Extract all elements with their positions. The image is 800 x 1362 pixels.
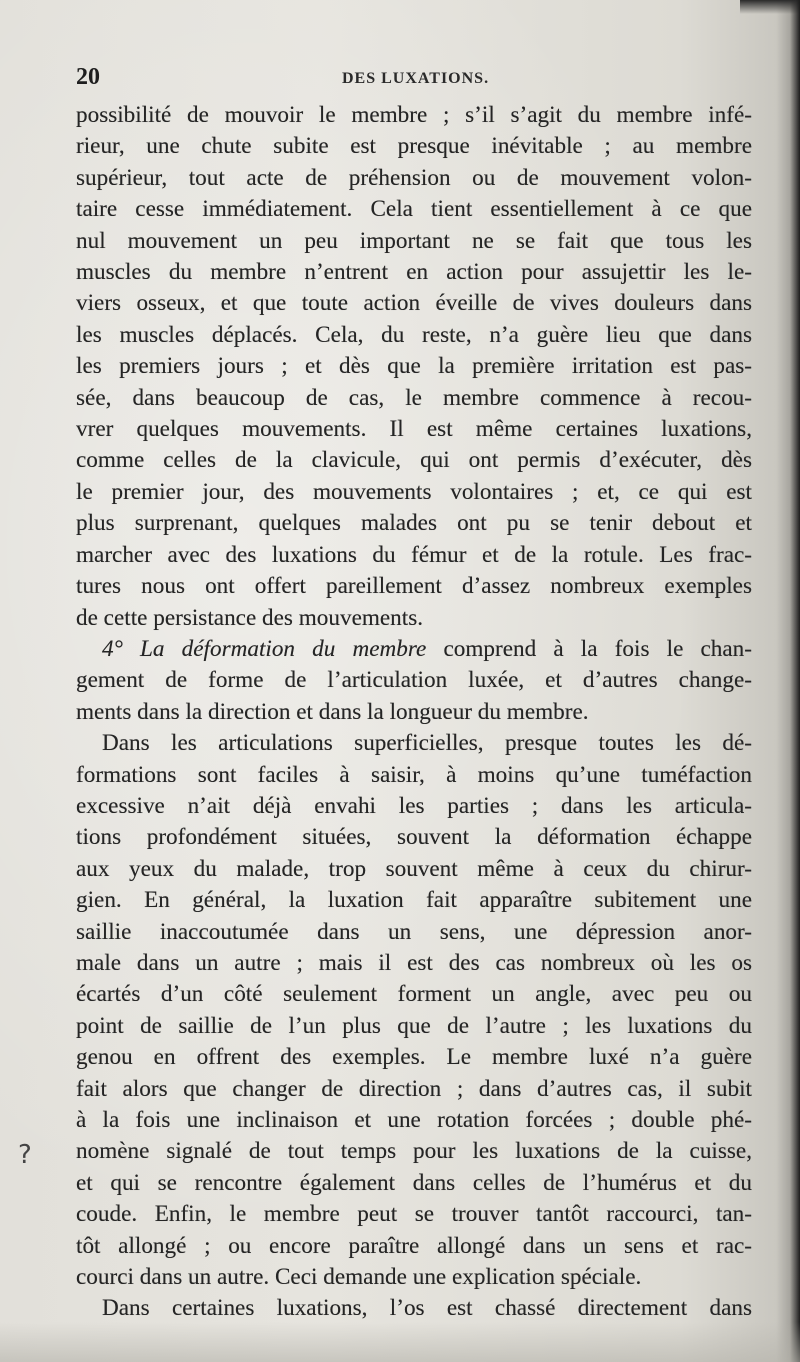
paragraph-3 bbox=[76, 728, 752, 1293]
text-line: muscles du membre n’entrent en action pour assujettir les le- bbox=[76, 259, 752, 286]
paragraph-2 bbox=[76, 634, 752, 728]
margin-pencil-mark: ? bbox=[18, 1140, 32, 1170]
text-line: le premier jour, des mouvements volontaires ; et, ce qui est bbox=[76, 478, 752, 505]
text-line: courci dans un autre. Ceci demande une explication spéciale. bbox=[76, 1264, 642, 1291]
page-edge-shadow bbox=[790, 0, 800, 1362]
text-line: nul mouvement un peu important ne se fait que tous les bbox=[76, 227, 752, 254]
text-line bbox=[76, 634, 752, 665]
text-line: Dans les articulations superficielles, presque toutes les dé- bbox=[102, 730, 752, 757]
text-line: coude. Enfin, le membre peut se trouver tantôt raccourci, tan- bbox=[76, 1201, 752, 1228]
text-line: à la fois une inclinaison et une rotation forcées ; double phé- bbox=[76, 1107, 752, 1133]
text-line: viers osseux, et que toute action éveille de vives douleurs dans bbox=[76, 290, 752, 317]
page-number: 20 bbox=[76, 64, 100, 90]
page-bottom-shading bbox=[0, 1322, 800, 1362]
text-line: nomène signalé de tout temps pour les luxations de la cuisse, bbox=[76, 1138, 752, 1165]
text-line: les muscles déplacés. Cela, du reste, n’a guère lieu que dans bbox=[76, 321, 752, 348]
section-heading-italic: 4° La déformation du membre bbox=[102, 635, 427, 662]
text-line: formations sont faciles à saisir, à moins qu’une tuméfaction bbox=[76, 761, 752, 788]
text-line: Dans certaines luxations, l’os est chassé directement dans bbox=[102, 1295, 752, 1322]
text-line: genou en offrent des exemples. Le membre luxé n’a guère bbox=[76, 1044, 752, 1071]
text-line: sée, dans beaucoup de cas, le membre commence à recou- bbox=[76, 384, 752, 411]
text-line: tions profondément situées, souvent la déformation échappe bbox=[76, 824, 752, 851]
text-line: tôt allongé ; ou encore paraître allongé dans un sens et rac- bbox=[76, 1232, 752, 1259]
text-line: supérieur, tout acte de préhension ou de mouvement volon- bbox=[76, 164, 752, 191]
text-line: comme celles de la clavicule, qui ont permis d’exécuter, dès bbox=[76, 447, 752, 474]
text-line: excessive n’ait déjà envahi les parties ; dans les articula- bbox=[76, 792, 752, 819]
text-line: écartés d’un côté seulement forment un angle, avec peu ou bbox=[76, 981, 752, 1008]
text-line: taire cesse immédiatement. Cela tient essentiellement à ce que bbox=[76, 196, 752, 223]
running-head: DES LUXATIONS. bbox=[342, 70, 490, 87]
text-line: plus surprenant, quelques malades ont pu se tenir debout et bbox=[76, 510, 752, 537]
text-line: aux yeux du malade, trop souvent même à ceux du chirur- bbox=[76, 855, 752, 882]
text-line: ments dans la direction et dans la longueur du membre. bbox=[76, 698, 589, 725]
body-text bbox=[76, 100, 752, 1325]
paragraph-1 bbox=[76, 100, 752, 634]
text-line: possibilité de mouvoir le membre ; s’il s’agit du membre infé- bbox=[76, 102, 752, 128]
page-header bbox=[76, 64, 746, 94]
text-line: marcher avec des luxations du fémur et de la rotule. Les frac- bbox=[76, 541, 752, 568]
text-line: gement de forme de l’articulation luxée, et d’autres change- bbox=[76, 667, 752, 694]
text-line: male dans un autre ; mais il est des cas nombreux où les os bbox=[76, 949, 752, 976]
text-line: rieur, une chute subite est presque inévitable ; au membre bbox=[76, 133, 752, 160]
paragraph-4 bbox=[76, 1293, 752, 1324]
text-line: vrer quelques mouvements. Il est même certaines luxations, bbox=[76, 416, 752, 443]
text-line: saillie inaccoutumée dans un sens, une dépression anor- bbox=[76, 918, 752, 945]
text-line: gien. En général, la luxation fait apparaître subitement une bbox=[76, 887, 752, 914]
text-line: fait alors que changer de direction ; dans d’autres cas, il subit bbox=[76, 1075, 752, 1102]
text-line: de cette persistance des mouvements. bbox=[76, 604, 424, 631]
text-line: tures nous ont offert pareillement d’assez nombreux exemples bbox=[76, 573, 752, 600]
text-line: et qui se rencontre également dans celles de l’humérus et du bbox=[76, 1169, 752, 1196]
text-line: point de saillie de l’un plus que de l’autre ; les luxations du bbox=[76, 1012, 752, 1039]
text-span: comprend à la fois le chan- bbox=[426, 635, 753, 662]
text-line: les premiers jours ; et dès que la première irritation est pas- bbox=[76, 353, 752, 380]
